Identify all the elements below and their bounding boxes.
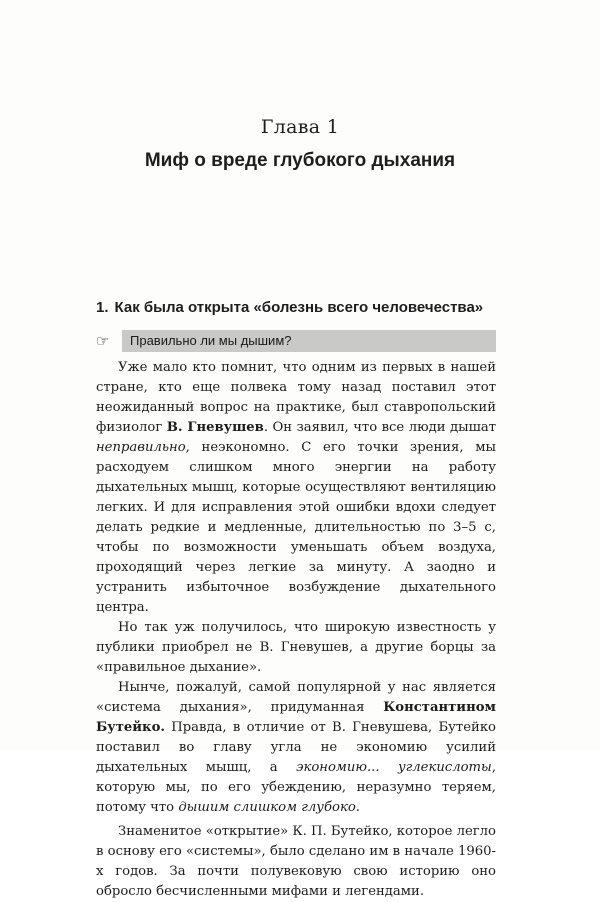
chapter-number: Глава 1 — [260, 116, 340, 138]
paragraph — [96, 822, 496, 902]
italic-text-run: дышим слишком глубоко — [178, 800, 356, 815]
italic-text-run: неправильно — [96, 440, 186, 455]
bold-text-run: Константином Бутейко. — [96, 700, 496, 735]
bold-text-run: В. Гневушев — [166, 420, 264, 435]
pointing-hand-icon: ☞ — [96, 332, 110, 350]
text-run: . Он заявил, что все люди дышат — [263, 420, 496, 435]
text-run: Но так уж получилось, что широкую известность у публики приобрел не В. Гневушев, а другие борцы за «правильное дыхание». — [96, 620, 496, 675]
text-run: , неэкономно. С его точки зрения, мы расходуем слишком много энергии на работу дыхательных мышц, которые осуществляют вентиляцию легких. И для исправления этой ошибки вдохи следует делать редкие и медленные, длительностью по 3–5 с, чтобы по возможности уменьшать объем воздуха, проходящий через легкие за минуту. А заодно и устранить избыточное возбуждение дыхательного центра. — [96, 440, 496, 615]
section-heading — [96, 299, 526, 316]
subsection-bar — [96, 330, 496, 352]
section-number: 1. — [96, 299, 109, 316]
italic-text-run: экономию... углекислоты — [296, 760, 492, 775]
text-run: Нынче, пожалуй, самой популярной у нас является «система дыхания», придуманная — [96, 680, 496, 715]
chapter-title: Миф о вреде глубокого дыхания — [144, 150, 456, 171]
text-run: Правда, в отличие от В. Гневушева, Бутейко поставил во главу угла не экономию усилий дыхательных мышц, а — [96, 720, 496, 775]
paragraph — [96, 618, 496, 678]
paragraph — [96, 678, 496, 818]
text-run: . — [355, 800, 360, 815]
subsection-title: Правильно ли мы дышим? — [122, 330, 496, 352]
text-run: Уже мало кто помнит, что одним из первых в нашей стране, кто еще полвека тому назад поставил этот неожиданный вопрос на практике, был ставропольский физиолог — [96, 360, 496, 435]
text-run: Знаменитое «открытие» К. П. Бутейко, которое легло в основу его «системы», было сделано им в начале 1960-х годов. За почти полувековую свою историю оно обросло бесчисленными мифами и легендами. — [96, 824, 496, 899]
section-title: Как была открыта «болезнь всего человечества» — [114, 299, 484, 316]
text-run: , которую мы, по его убеждению, неразумно теряем, потому что — [96, 760, 497, 815]
body-text — [96, 358, 496, 902]
paragraph — [96, 358, 496, 618]
